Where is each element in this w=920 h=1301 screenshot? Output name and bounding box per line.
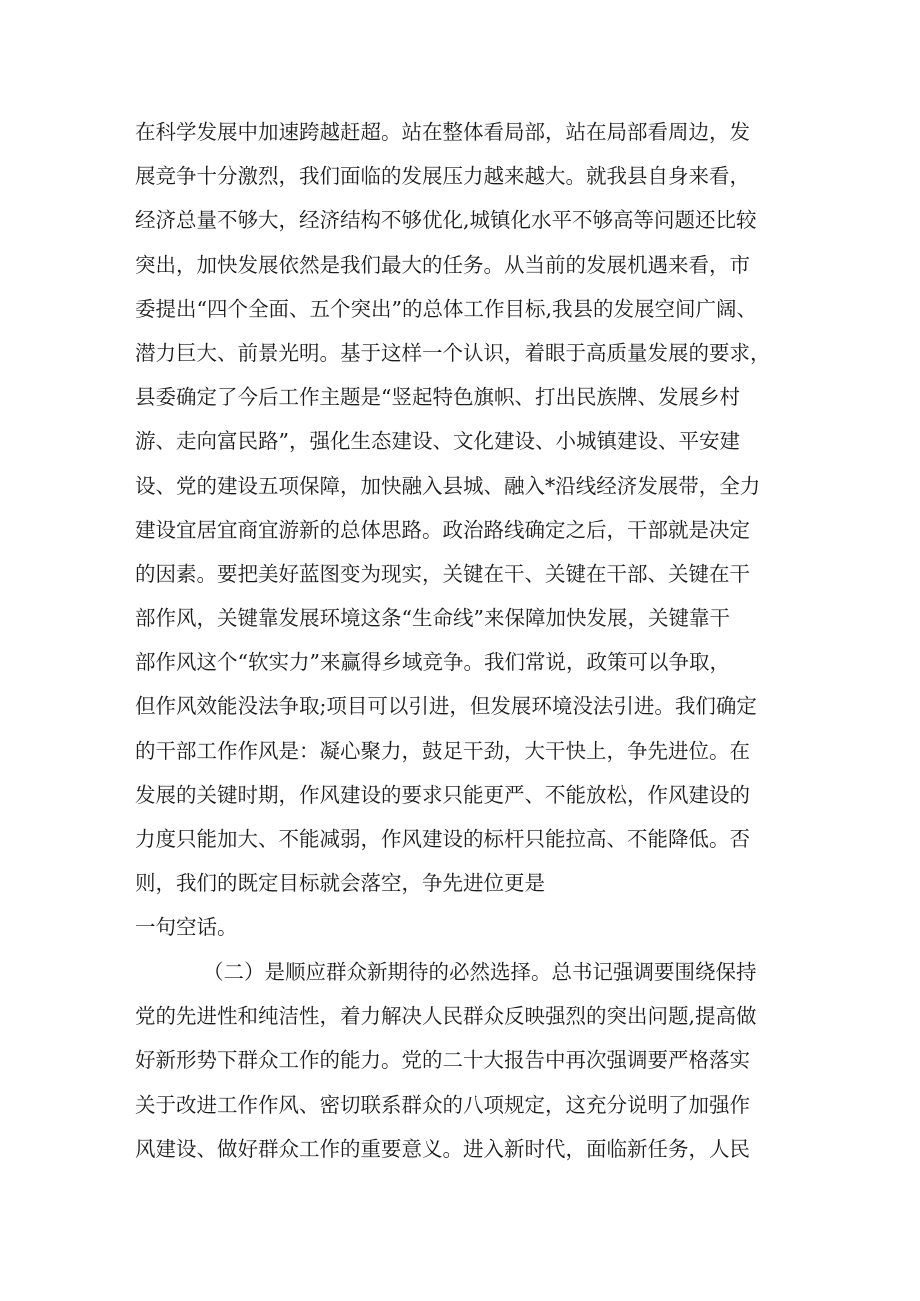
text-line: 但作风效能没法争取;项目可以引进，但发展环境没法引进。我们确定 xyxy=(135,694,757,719)
text-line: 展竞争十分激烈，我们面临的发展压力越来越大。就我县自身来看， xyxy=(135,164,750,189)
text-line: 在科学发展中加速跨越赶超。站在整体看局部，站在局部看周边，发 xyxy=(135,120,750,144)
text-line: 游、走向富民路”，强化生态建设、文化建设、小城镇建设、平安建 xyxy=(135,429,740,454)
paragraph-two xyxy=(135,950,795,1171)
text-line: 部作风这个“软实力”来赢得乡域竞争。我们常说，政策可以争取， xyxy=(135,650,730,675)
text-line: 委提出“四个全面、五个突出”的总体工作目标,我县的发展空间广阔、 xyxy=(135,296,757,321)
text-line: 设、党的建设五项保障，加快融入县城、融入*沿线经济发展带，全力 xyxy=(135,473,761,498)
text-line: 突出，加快发展依然是我们最大的任务。从当前的发展机遇来看，市 xyxy=(135,252,750,277)
paragraph-heading-line: （二）是顺应群众新期待的必然选择。总书记强调要围绕保持 xyxy=(203,960,757,984)
text-line: 则，我们的既定目标就会落空，争先进位更是 xyxy=(135,871,545,896)
text-line: 县委确定了今后工作主题是“竖起特色旗帜、打出民族牌、发展乡村 xyxy=(135,385,740,410)
text-line: 建设宜居宜商宜游新的总体思路。政治路线确定之后，干部就是决定 xyxy=(135,517,750,542)
paragraph-continued xyxy=(135,110,795,950)
text-line: 的干部工作作风是：凝心聚力，鼓足干劲，大干快上，争先进位。在 xyxy=(135,738,750,763)
text-line: 风建设、做好群众工作的重要意义。进入新时代，面临新任务，人民 xyxy=(135,1136,750,1161)
text-line: 部作风，关键靠发展环境这条“生命线”来保障加快发展，关键靠干 xyxy=(135,606,730,631)
text-line: 力度只能加大、不能减弱，作风建设的标杆只能拉高、不能降低。否 xyxy=(135,827,750,851)
text-line: 的因素。要把美好蓝图变为现实，关键在干、关键在干部、关键在干 xyxy=(135,561,750,586)
text-line: 一句空话。 xyxy=(135,915,238,940)
text-line: 发展的关键时期，作风建设的要求只能更严、不能放松，作风建设的 xyxy=(135,782,750,807)
text-line: 潜力巨大、前景光明。基于这样一个认识，着眼于高质量发展的要求， xyxy=(135,340,771,365)
text-line: 经济总量不够大，经济结构不够优化,城镇化水平不够高等问题还比较 xyxy=(135,208,757,233)
text-line: 关于改进工作作风、密切联系群众的八项规定，这充分说明了加强作 xyxy=(135,1092,750,1117)
text-line: 好新形势下群众工作的能力。党的二十大报告中再次强调要严格落实 xyxy=(135,1048,750,1073)
text-line: 党的先进性和纯洁性，着力解决人民群众反映强烈的突出问题,提高做 xyxy=(135,1004,757,1029)
